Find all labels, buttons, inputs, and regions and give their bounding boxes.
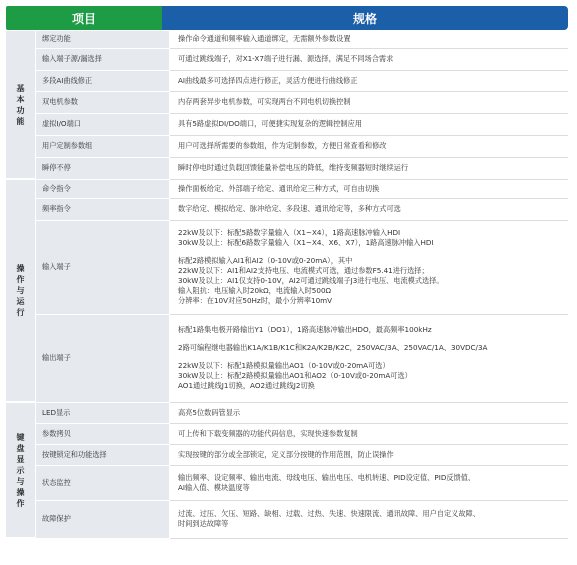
spec-line: 标配2路模拟输入AI1和AI2（0-10V或0-20mA），其中	[178, 256, 353, 265]
row-label: 按键锁定和功能选择	[36, 444, 170, 465]
row-label: 绑定功能	[36, 31, 170, 48]
table-row	[6, 31, 568, 48]
spec-line: 30kW及以上：标配2路模拟量输出AO1和AO2（0-10V或0-20mA可选）	[178, 371, 412, 380]
row-label: 命令指令	[36, 179, 170, 198]
spec-block	[178, 256, 568, 306]
row-spec-fault-protection	[170, 500, 569, 538]
spec-line: 输入阻抗：电压输入时20kΩ，电流输入时500Ω	[178, 286, 332, 295]
spec-line: 分辨率：在10V对应50Hz时，最小分辨率10mV	[178, 296, 333, 305]
table-row	[6, 91, 568, 113]
table-row	[6, 314, 568, 402]
table-row	[6, 220, 568, 314]
row-label: 输入端子源/漏选择	[36, 48, 170, 70]
row-spec: 内存两套异步电机参数，可实现两台不同电机切换控制	[170, 91, 569, 113]
row-label: 多段AI曲线修正	[36, 70, 170, 91]
table-row	[6, 500, 568, 538]
spacer	[178, 355, 568, 359]
spacer	[178, 337, 568, 341]
row-spec: 操作面板给定、外部端子给定、通讯给定三种方式，可自由切换	[170, 179, 569, 198]
row-label: 状态监控	[36, 465, 170, 500]
row-spec: 数字给定、模拟给定、脉冲给定、多段速、通讯给定等，多种方式可选	[170, 198, 569, 220]
spacer	[178, 250, 568, 254]
row-spec: 用户可选择所需要的参数组，作为定制参数，方便日常查看和修改	[170, 135, 569, 157]
row-label: 双电机参数	[36, 91, 170, 113]
spec-line: 30kW及以上：AI1仅支持0-10V，AI2可通过跳线端子J3进行电压、电流模式选择。	[178, 276, 444, 285]
table-row	[6, 402, 568, 423]
spec-line: 输出频率、设定频率、输出电流、母线电压、输出电压、电机转速、PID设定值、PID反馈值、	[178, 472, 476, 482]
spec-line: 时间到达故障等	[178, 519, 229, 528]
spec-line: AI输入值、模块温度等	[178, 482, 250, 492]
table-row	[6, 135, 568, 157]
spec-line: 30kW及以上：标配6路数字量输入（X1~X4、X6、X7），1路高速脉冲输入HDI	[178, 238, 434, 247]
row-label: 故障保护	[36, 500, 170, 538]
table-row	[6, 113, 568, 135]
table-row	[6, 465, 568, 500]
row-label: 虚拟I/O端口	[36, 113, 170, 135]
spec-line: 22kW及以下：标配1路模拟量输出AO1（0-10V或0-20mA可选）	[178, 361, 390, 370]
spec-line: AO1通过跳线J1切换，AO2通过跳线J2切换	[178, 381, 315, 390]
spec-line: 22kW及以下：标配5路数字量输入（X1~X4），1路高速脉冲输入HDI	[178, 228, 401, 237]
row-label: 频率指令	[36, 198, 170, 220]
spec-line: 标配1路集电极开路输出Y1（DO1），1路高速脉冲输出HDO，最高频率100kHz	[178, 325, 432, 334]
row-spec: 瞬时停电时通过负载回馈能量补偿电压的降低，维持变频器短时继续运行	[170, 157, 569, 179]
row-spec: 具有5路虚拟DI/DO端口，可便捷实现复杂的逻辑控制应用	[170, 113, 569, 135]
row-spec: 可通过跳线端子，对X1-X7端子进行漏、源选择，满足不同场合需求	[170, 48, 569, 70]
header-item: 项目	[6, 6, 162, 30]
row-spec: 高亮5位数码管显示	[170, 402, 569, 423]
row-spec: 操作命令通道和频率输入通道绑定，无需额外参数设置	[170, 31, 569, 48]
table-row	[6, 444, 568, 465]
row-spec: AI曲线最多可选择四点进行修正，灵活方便进行曲线修正	[170, 70, 569, 91]
spec-line: 22kW及以下：AI1和AI2支持电压、电流模式可选，通过参数F5.41进行选择；	[178, 266, 429, 275]
spec-line: 过流、过压、欠压、短路、缺相、过载、过热、失速、快速限流、通讯故障、用户自定义故障、	[178, 509, 480, 518]
row-label: LED显示	[36, 402, 170, 423]
row-label: 用户定制参数组	[36, 135, 170, 157]
row-spec-status-monitor	[170, 465, 569, 500]
category-basic: 基本功能	[6, 31, 36, 179]
header-spec: 规格	[162, 6, 568, 30]
row-spec: 实现按键的部分或全部锁定，定义部分按键的作用范围，防止误操作	[170, 444, 569, 465]
category-operation: 操作与运行	[6, 179, 36, 402]
row-label: 输出端子	[36, 314, 170, 402]
table-row	[6, 70, 568, 91]
spec-block	[178, 361, 568, 391]
table-row	[6, 423, 568, 444]
row-label: 参数拷贝	[36, 423, 170, 444]
row-spec-input-terminals	[170, 220, 569, 314]
table-row	[6, 157, 568, 179]
table-row	[6, 48, 568, 70]
spec-block	[178, 343, 568, 353]
table-row	[6, 179, 568, 198]
row-label: 瞬停不停	[36, 157, 170, 179]
row-label: 输入端子	[36, 220, 170, 314]
table-row	[6, 198, 568, 220]
spec-table	[6, 31, 568, 539]
row-spec: 可上传和下载变频器的功能代码信息，实现快速参数复制	[170, 423, 569, 444]
spec-block	[178, 228, 568, 248]
row-spec-output-terminals	[170, 314, 569, 402]
category-keyboard: 键盘显示与操作	[6, 402, 36, 538]
spec-block	[178, 325, 568, 335]
spec-line: 2路可编程继电器输出K1A/K1B/K1C和K2A/K2B/K2C，250VAC/3A、250VAC/1A、30VDC/3A	[178, 343, 488, 352]
